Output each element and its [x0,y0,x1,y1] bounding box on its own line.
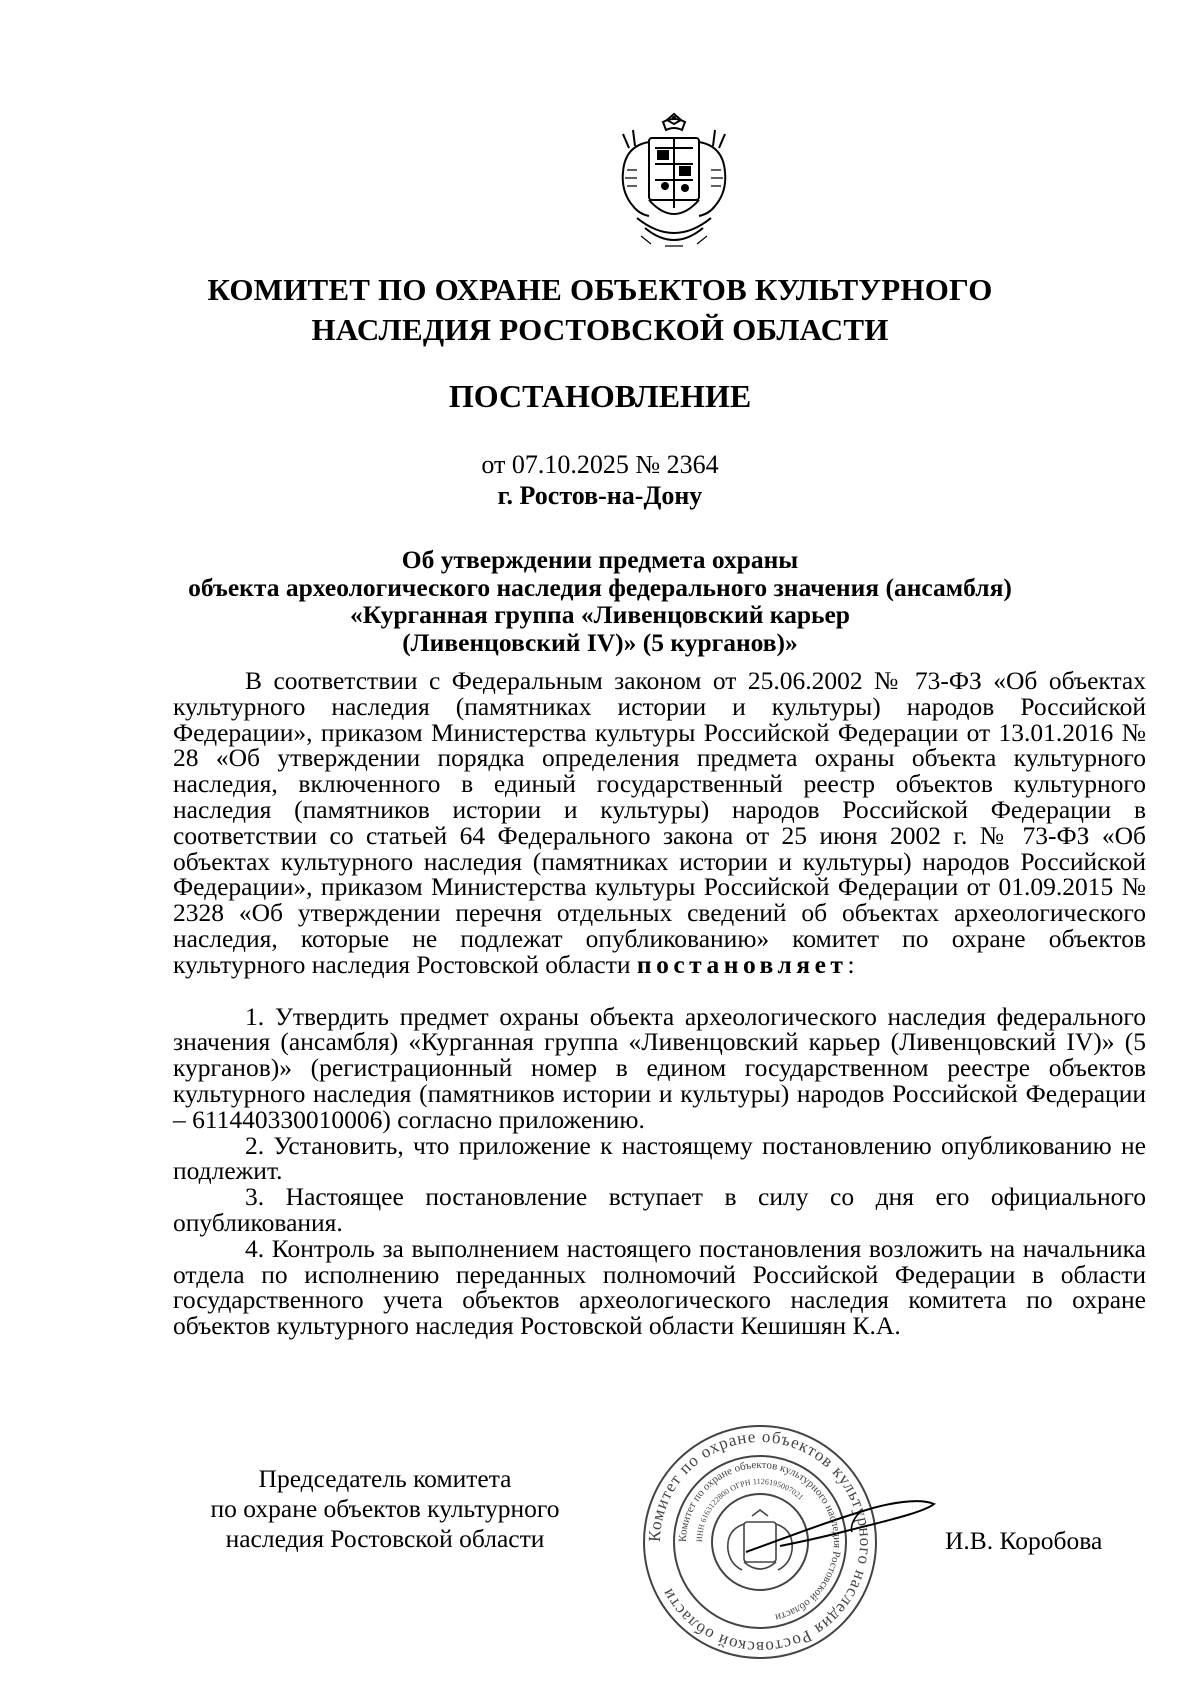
coat-of-arms-icon [615,108,733,258]
document-body [173,668,1146,1339]
signatory-position-line-3: наследия Ростовской области [225,1524,545,1553]
seal-outer-text: Комитет по охране объектов культурного наследия Ростовской области [644,1426,876,1658]
resolution-item-3: 3. Настоящее постановление вступает в силу со дня его официального опубликования. [173,1182,1146,1237]
preamble-paragraph [173,668,1146,978]
signatory-position [175,1464,595,1554]
organization-name [170,270,1030,350]
document-subject [170,546,1030,656]
seal-inner-text: Комитет по охране объектов культурного наследия Ростовской области [676,1458,844,1624]
subject-line-4: (Ливенцовский IV)» (5 курганов)» [402,627,798,657]
document-city: г. Ростов-на-Дону [497,481,703,510]
organization-name-line-1: КОМИТЕТ ПО ОХРАНЕ ОБЪЕКТОВ КУЛЬТУРНОГО [207,272,993,307]
signatory-name: И.В. Коробова [945,1526,1103,1555]
organization-name-line-2: НАСЛЕДИЯ РОСТОВСКОЙ ОБЛАСТИ [311,312,889,347]
handwritten-signature [740,1490,940,1570]
resolution-item-4: 4. Контроль за выполнением настоящего постановления возложить на начальника отдела по исполнению переданных полномочий Российской Федерации в области государственного учета объектов археологического наследия комитета по охране объектов культурного наследия Ростовской области Кешишян К.А. [173,1233,1146,1341]
signatory-position-line-1: Председатель комитета [258,1464,512,1493]
resolution-keyword: постановляет [636,949,848,979]
preamble-colon: : [847,949,855,979]
resolution-item-2: 2. Установить, что приложение к настоящему постановлению опубликованию не подлежит. [173,1130,1146,1186]
document-date-number: от 07.10.2025 № 2364 [481,450,719,479]
preamble-text: В соответствии с Федеральным законом от 25.06.2002 № 73-ФЗ «Об объектах культурного наследия (памятниках истории и культуры) народов Российской Федерации», приказом Министерства культуры Российской Федерации от 13.01.2016 № 28 «Об утверждении порядка определения предмета охраны объекта культурного наследия, включенного в единый государственный реестр объектов культурного наследия (памятников истории и культуры) народов Российской Федерации в соответствии со статьей 64 Федерального закона от 25 июня 2002 г. № 73-ФЗ «Об объектах культурного наследия (памятниках истории и культуры) народов Российской Федерации», приказом Министерства культуры Российской Федерации от 01.09.2015 № 2328 «Об утверждении перечня отдельных сведений об объектах археологического наследия, которые не подлежат опубликованию» комитет по охране объектов культурного наследия Ростовской области [173,666,1146,979]
signatory-position-line-2: по охране объектов культурного [210,1494,560,1523]
subject-line-1: Об утверждении предмета охраны [401,545,799,574]
seal-codes-text: ИНН 6163122800 ОГРН 1126195007021 [694,1476,806,1543]
subject-line-3: «Курганная группа «Ливенцовский карьер [350,600,850,629]
document-type: ПОСТАНОВЛЕНИЕ [448,378,752,414]
resolution-item-1: 1. Утвердить предмет охраны объекта археологического наследия федерального значения (ансамбля) «Курганная группа «Ливенцовский карьер (Ливенцовский IV)» (5 курганов)» (регистрационный номер в едином государственном реестре объектов культурного наследия (памятников истории и культуры) народов Российской Федерации – 611440330010006) согласно приложению. [173,1001,1146,1134]
subject-line-2: объекта археологического наследия федерального значения (ансамбля) [188,572,1012,602]
